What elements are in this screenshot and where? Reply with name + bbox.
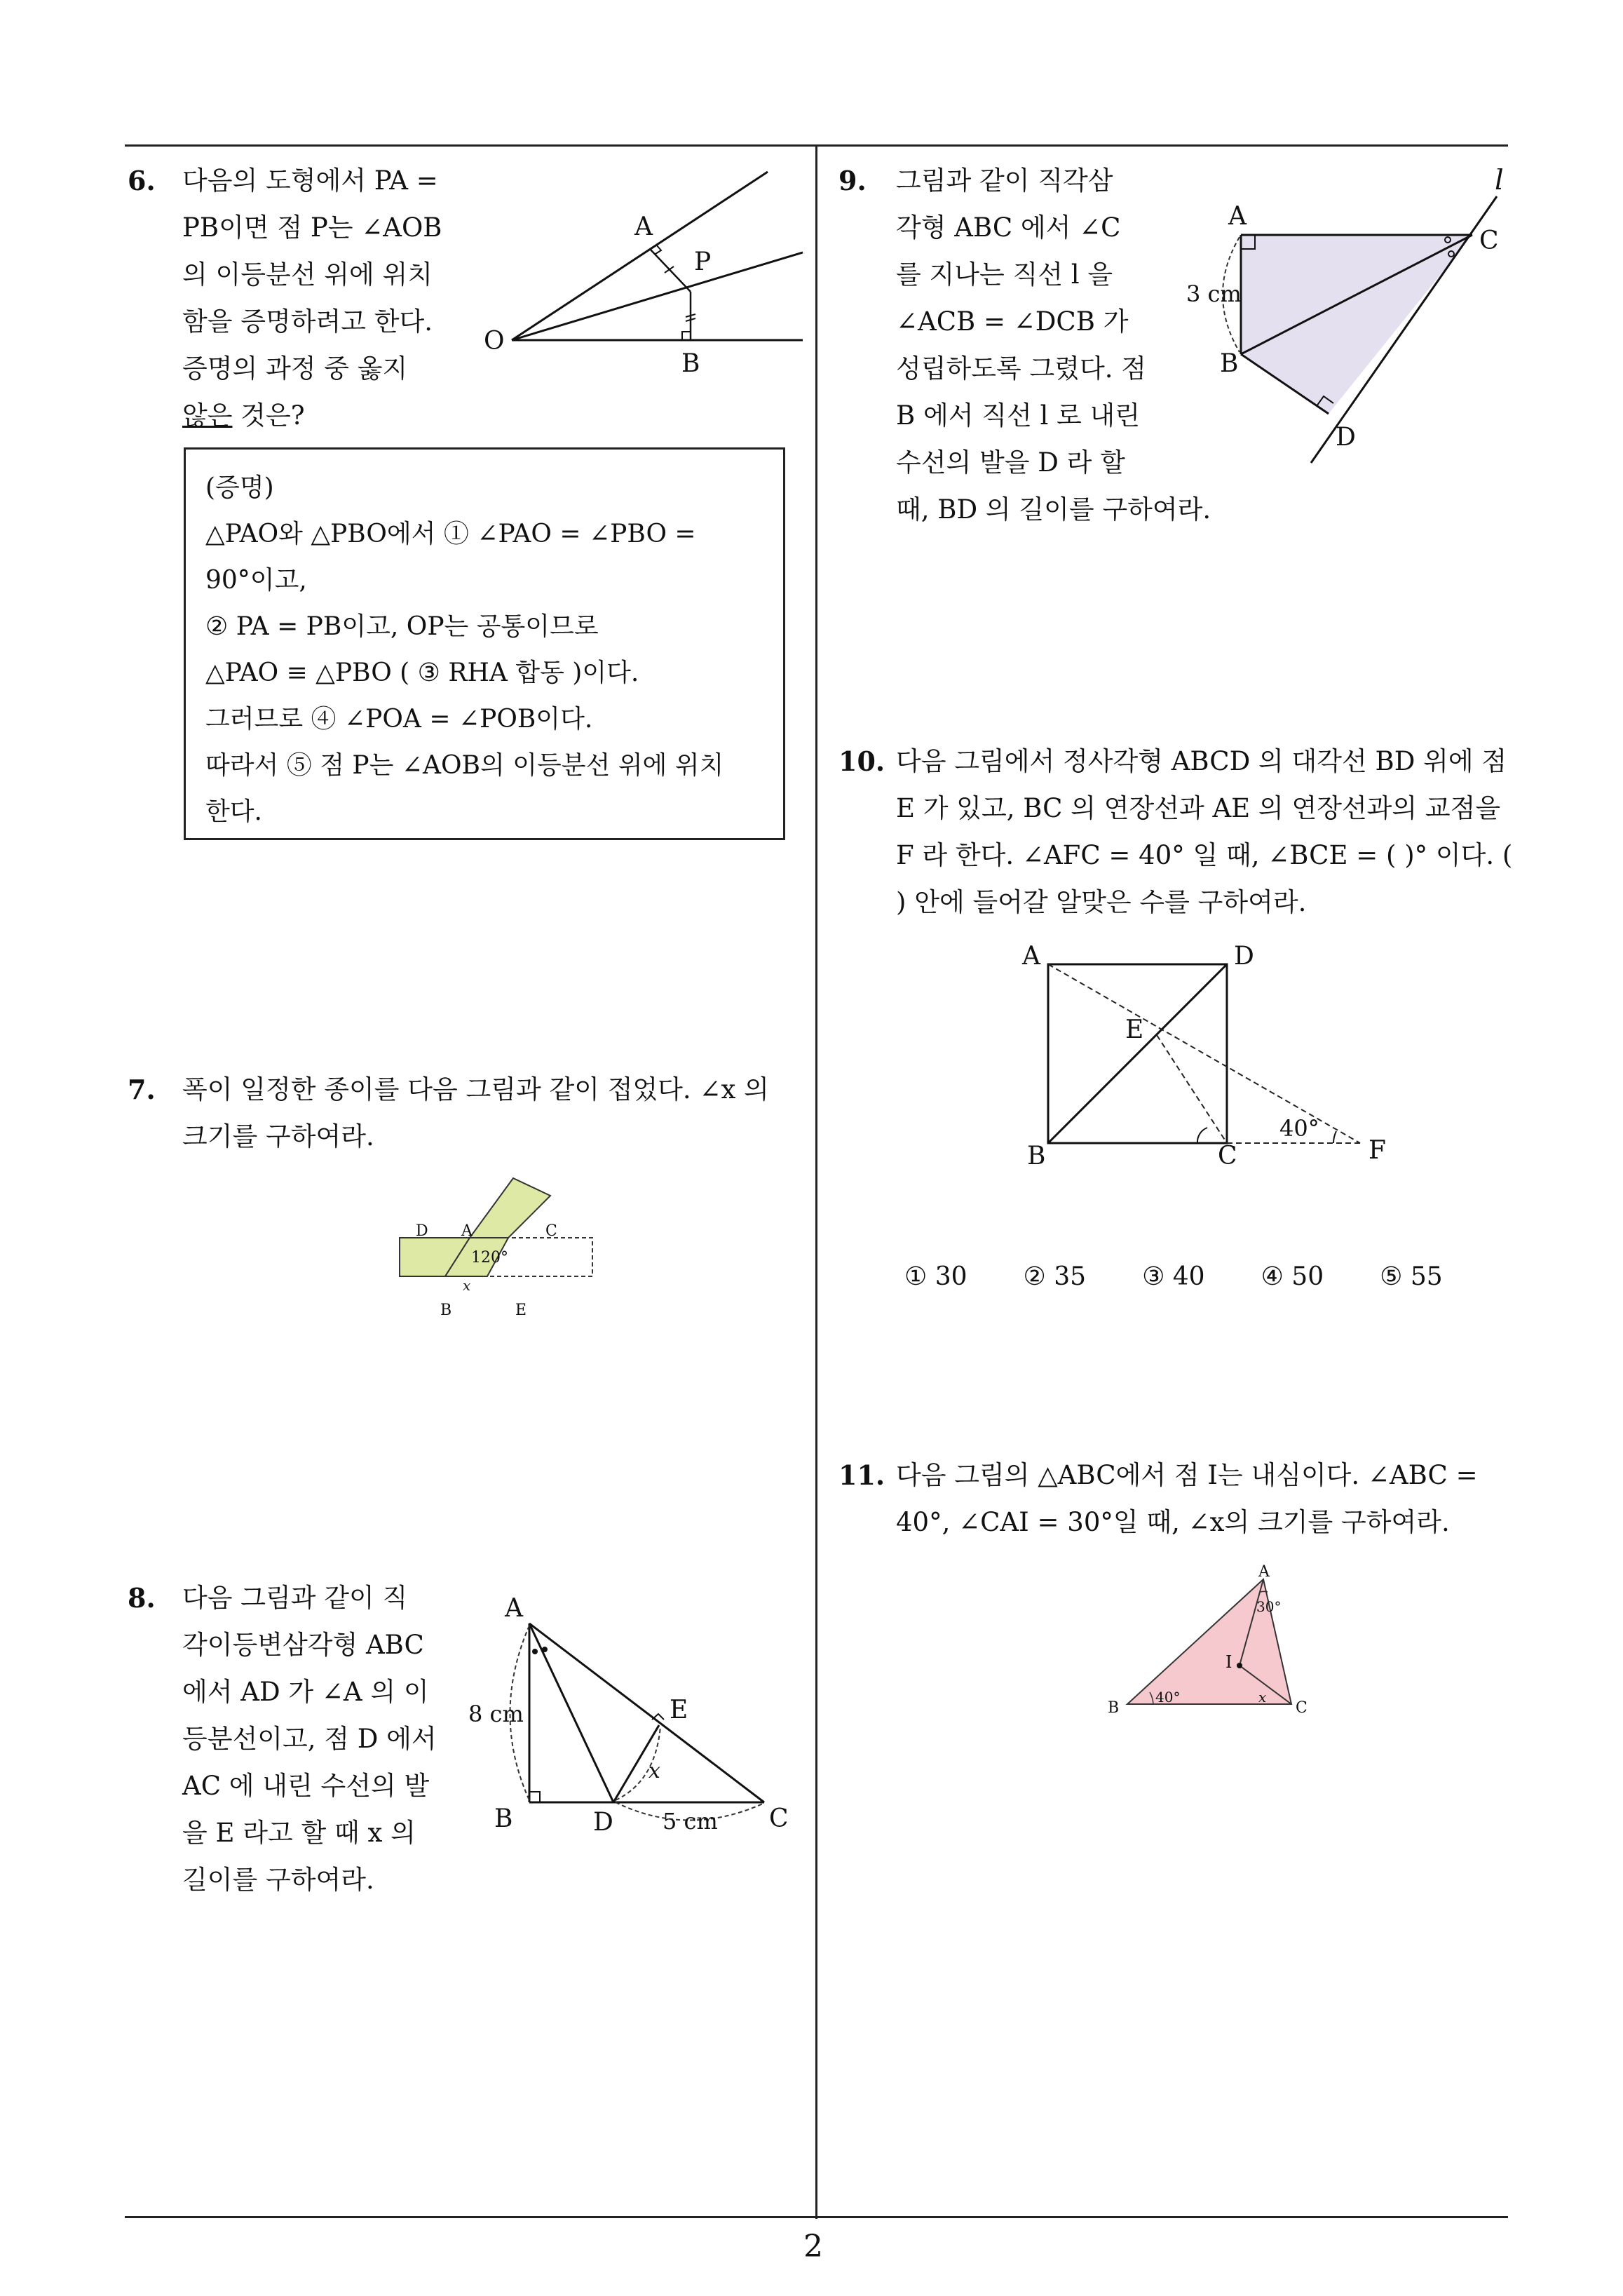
p6-figure — [477, 168, 813, 400]
problem-text-line: F 라 한다. ∠AFC = 40° 일 때, ∠BCE = ( )° 이다. ( — [896, 840, 1513, 870]
problem-text-line: ) 안에 들어갈 알맞은 수를 구하여라. — [896, 887, 1307, 917]
proof-box — [184, 447, 785, 840]
problem-text-line: 의 이등분선 위에 위치 — [182, 259, 433, 290]
proof-line: △PAO ≡ △PBO ( ③ RHA 합동 )이다. — [205, 659, 639, 687]
length-ab: 8 cm — [468, 1701, 524, 1727]
problem-text-line: 를 지나는 직선 l 을 — [896, 259, 1113, 290]
proof-line: 따라서 ⑤ 점 P는 ∠AOB의 이등분선 위에 위치 — [205, 751, 724, 780]
problem-7 — [128, 1066, 808, 1160]
problem-number: 6. — [128, 165, 156, 196]
label-D: D — [593, 1808, 613, 1837]
problem-text: 것은? — [232, 400, 305, 431]
angle-b-label: 40° — [1155, 1689, 1181, 1706]
proof-line: △PAO와 △PBO에서 ① ∠PAO = ∠PBO = — [205, 520, 696, 548]
angle-a-label: 30° — [1256, 1598, 1282, 1615]
label-F: F — [1369, 1136, 1386, 1165]
label-E: E — [515, 1302, 527, 1319]
angle-label: 40° — [1279, 1115, 1319, 1142]
label-O: O — [484, 327, 505, 356]
problem-text-line: 함을 증명하려고 한다. — [182, 306, 433, 337]
problem-text-line: 을 E 라고 할 때 x 의 — [182, 1818, 416, 1848]
problem-text-line: 성립하도록 그렸다. 점 — [896, 353, 1146, 384]
p11-figure — [1101, 1564, 1311, 1725]
label-A: A — [461, 1222, 473, 1240]
label-B: B — [440, 1302, 452, 1319]
problem-text-line: 다음의 도형에서 PA = — [182, 166, 438, 196]
problem-text-line: ∠ACB = ∠DCB 가 — [896, 306, 1129, 337]
column-divider — [815, 144, 817, 2219]
problem-text-line: 폭이 일정한 종이를 다음 그림과 같이 접었다. ∠x 의 — [182, 1074, 769, 1105]
label-l: l — [1495, 168, 1504, 196]
problem-number: 8. — [128, 1582, 156, 1614]
problem-text-line: 그림과 같이 직각삼 — [896, 166, 1113, 196]
problem-text-line: 길이를 구하여라. — [182, 1865, 374, 1895]
label-D: D — [416, 1222, 428, 1240]
p9-figure — [1178, 168, 1514, 470]
label-A: A — [634, 212, 653, 241]
label-B: B — [681, 349, 700, 378]
problem-text-line: 각이등변삼각형 ABC — [182, 1630, 424, 1660]
problem-text-line: 크기를 구하여라. — [182, 1121, 374, 1152]
problem-11 — [838, 1452, 1512, 1546]
choice-2[interactable]: ② 35 — [1023, 1262, 1087, 1291]
proof-line: 그러므로 ④ ∠POA = ∠POB이다. — [205, 705, 593, 734]
problem-text-line: 에서 AD 가 ∠A 의 이 — [182, 1677, 429, 1707]
p7-figure — [393, 1171, 603, 1325]
label-A: A — [1022, 942, 1040, 971]
length-dc: 5 cm — [663, 1808, 718, 1835]
problem-number: 9. — [838, 165, 867, 196]
label-B: B — [494, 1804, 513, 1833]
problem-text-line: 다음 그림에서 정사각형 ABCD 의 대각선 BD 위에 점 — [896, 746, 1507, 776]
problem-text-line: 각형 ABC 에서 ∠C — [896, 212, 1121, 243]
label-D: D — [1336, 423, 1356, 452]
problem-text-line: 때, BD 의 길이를 구하여라. — [896, 494, 1211, 525]
problem-number: 10. — [838, 745, 885, 777]
problem-text-line: PB이면 점 P는 ∠AOB — [182, 212, 442, 243]
label-B: B — [1108, 1699, 1120, 1717]
label-D: D — [1234, 942, 1254, 971]
problem-number: 7. — [128, 1074, 156, 1105]
problem-8 — [128, 1574, 443, 1903]
label-A: A — [1258, 1564, 1270, 1581]
proof-line: 90°이고, — [205, 566, 307, 595]
problem-text-line — [182, 392, 457, 439]
label-A: A — [505, 1594, 523, 1623]
p10-figure — [1010, 933, 1416, 1178]
problem-number: 11. — [838, 1459, 885, 1491]
proof-line: (증명) — [205, 473, 274, 502]
problem-text-line: 수선의 발을 D 라 할 — [896, 447, 1125, 478]
choice-5[interactable]: ⑤ 55 — [1380, 1262, 1443, 1291]
x-label: x — [1258, 1689, 1267, 1706]
label-C: C — [545, 1222, 557, 1240]
problem-text-line: 다음 그림과 같이 직 — [182, 1583, 408, 1613]
problem-text-line: AC 에 내린 수선의 발 — [182, 1771, 430, 1801]
label-C: C — [769, 1804, 789, 1833]
label-P: P — [694, 248, 712, 276]
x-label: x — [463, 1277, 471, 1294]
underlined-word: 않은 — [182, 400, 233, 431]
length-ab: 3 cm — [1186, 281, 1242, 307]
label-E: E — [670, 1696, 688, 1724]
problem-10 — [838, 738, 1512, 926]
problem-text-line: 다음 그림의 △ABC에서 점 I는 내심이다. ∠ABC = — [896, 1460, 1478, 1490]
problem-text-line: 증명의 과정 중 옳지 — [182, 353, 408, 384]
bottom-rule — [125, 2216, 1508, 2218]
label-A: A — [1228, 202, 1247, 231]
p8-figure — [463, 1592, 813, 1851]
proof-line: ② PA = PB이고, OP는 공통이므로 — [205, 612, 599, 641]
problem-6 — [128, 157, 457, 439]
label-B: B — [1027, 1142, 1046, 1170]
label-B: B — [1220, 349, 1239, 378]
x-label: x — [648, 1759, 660, 1783]
label-C: C — [1479, 227, 1499, 255]
choice-1[interactable]: ① 30 — [904, 1262, 967, 1291]
problem-text-line: 40°, ∠CAI = 30°일 때, ∠x의 크기를 구하여라. — [896, 1507, 1450, 1537]
problem-text-line: 등분선이고, 점 D 에서 — [182, 1724, 437, 1754]
label-I: I — [1225, 1652, 1232, 1672]
choice-4[interactable]: ④ 50 — [1261, 1262, 1324, 1291]
label-C: C — [1296, 1699, 1308, 1717]
choice-3[interactable]: ③ 40 — [1142, 1262, 1205, 1291]
proof-line: 한다. — [205, 797, 262, 826]
problem-text-line: B 에서 직선 l 로 내린 — [896, 400, 1141, 431]
label-E: E — [1125, 1015, 1144, 1044]
p10-choices — [904, 1262, 1443, 1291]
angle-label: 120° — [471, 1249, 508, 1267]
problem-text-line: E 가 있고, BC 의 연장선과 AE 의 연장선과의 교점을 — [896, 793, 1501, 823]
page-number: 2 — [803, 2229, 823, 2264]
label-C: C — [1218, 1142, 1237, 1170]
